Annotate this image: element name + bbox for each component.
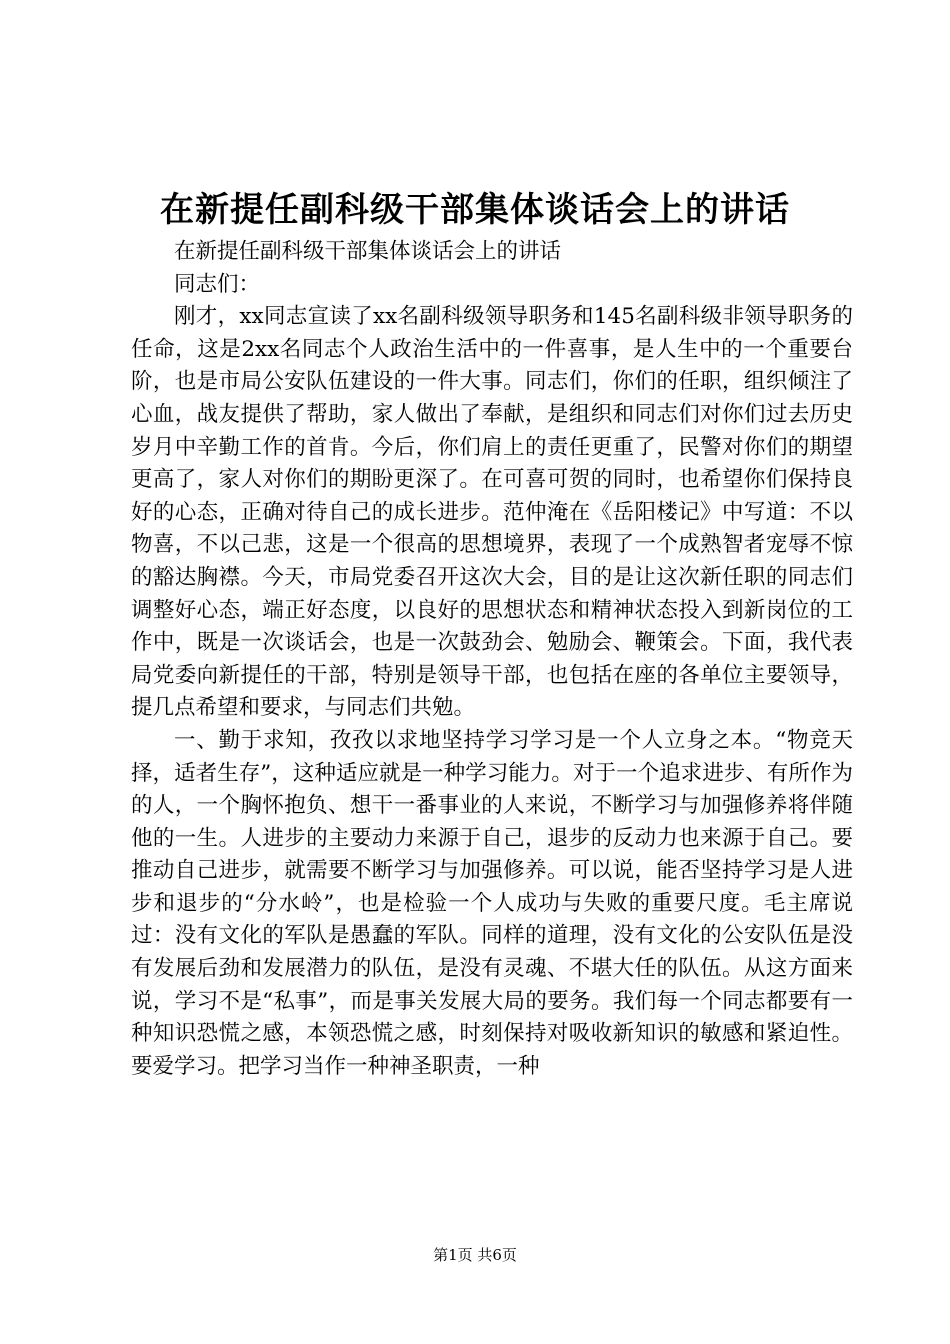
document-subtitle: 在新提任副科级干部集体谈话会上的讲话 bbox=[174, 239, 562, 264]
document-body bbox=[131, 236, 853, 1083]
document-title: 在新提任副科级干部集体谈话会上的讲话 bbox=[160, 190, 790, 230]
body-paragraph: 一、勤于求知，孜孜以求地坚持学习学习是一个人立身之本。“物竞天择，适者生存”，这种适应就是一种学习能力。对于一个追求进步、有所作为的人，一个胸怀抱负、想干一番事业的人来说，不断学习与加强修养将伴随他的一生。人进步的主要动力来源于自己，退步的反动力也来源于自己。要推动自己进步，就需要不断学习与加强修养。可以说，能否坚持学习是人进步和退步的“分水岭”，也是检验一个人成功与失败的重要尺度。毛主席说过：没有文化的军队是愚蠢的军队。同样的道理，没有文化的公安队伍是没有发展后劲和发展潜力的队伍，是没有灵魂、不堪大任的队伍。从这方面来说，学习不是“私事”，而是事关发展大局的要务。我们每一个同志都要有一种知识恐慌之感，本领恐慌之感，时刻保持对吸收新知识的敏感和紧迫性。要爱学习。把学习当作一种神圣职责，一种 bbox=[131, 727, 853, 1079]
body-paragraph: 刚才，xx同志宣读了xx名副科级领导职务和145名副科级非领导职务的任命，这是2xx名同志个人政治生活中的一件喜事，是人生中的一个重要台阶，也是市局公安队伍建设的一件大事。同志们，你们的任职，组织倾注了心血，战友提供了帮助，家人做出了奉献，是组织和同志们对你们过去历史岁月中辛勤工作的首肯。今后，你们肩上的责任更重了，民警对你们的期望更高了，家人对你们的期盼更深了。在可喜可贺的同时，也希望你们保持良好的心态，正确对待自己的成长进步。范仲淹在《岳阳楼记》中写道：不以物喜，不以己悲，这是一个很高的思想境界，表现了一个成熟智者宠辱不惊的豁达胸襟。今天，市局党委召开这次大会，目的是让这次新任职的同志们调整好心态，端正好态度，以良好的思想状态和精神状态投入到新岗位的工作中，既是一次谈话会，也是一次鼓劲会、勉励会、鞭策会。下面，我代表局党委向新提任的干部，特别是领导干部，也包括在座的各单位主要领导，提几点希望和要求，与同志们共勉。 bbox=[131, 304, 853, 721]
salutation: 同志们： bbox=[174, 271, 261, 297]
page-footer: 第1页 共6页 bbox=[433, 1246, 517, 1264]
